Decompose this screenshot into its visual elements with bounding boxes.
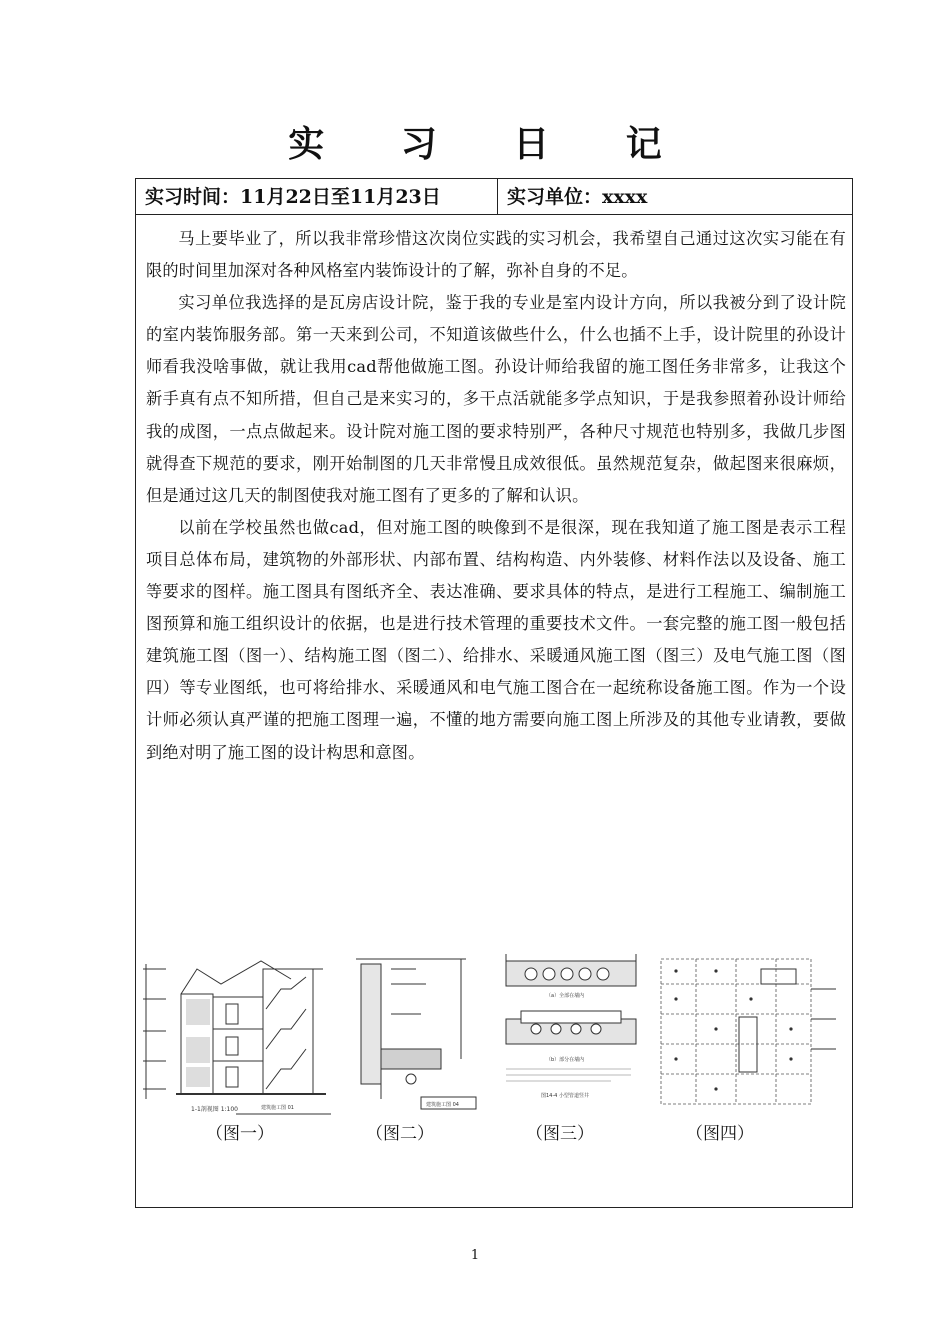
table-header-row <box>136 179 852 215</box>
figure-2-structural-detail <box>346 949 496 1119</box>
diary-table <box>135 178 853 1208</box>
figure-4-caption: （图四） <box>686 1124 754 1144</box>
figure-4-electrical-plan <box>651 949 846 1119</box>
page-number: 1 <box>470 1248 480 1263</box>
internship-unit: 实习单位：xxxx <box>507 186 648 208</box>
page-title: 实 习 日 记 <box>288 124 694 165</box>
internship-time: 实习时间：11月22日至11月23日 <box>145 186 441 208</box>
figure-1-building-section <box>141 949 346 1119</box>
internship-unit-cell <box>498 179 854 214</box>
figure-3-label-c: 图14-4 小型管道竖井 <box>541 1093 589 1099</box>
paragraph-1: 马上要毕业了，所以我非常珍惜这次岗位实践的实习机会，我希望自己通过这次实习能在有限的时间里加深对各种风格室内装饰设计的了解，弥补自身的不足。 <box>146 229 846 281</box>
figure-1-caption: （图一） <box>206 1124 274 1144</box>
figure-3-label-b: （b）部分在墙内 <box>546 1057 585 1063</box>
paragraph-2: 实习单位我选择的是瓦房店设计院，鉴于我的专业是室内设计方向，所以我被分到了设计院的室内装饰服务部。第一天来到公司，不知道该做些什么，什么也插不上手，设计院里的孙设计师看我没啥事做，就让我用cad帮他做施工图。孙设计师给我留的施工图任务非常多，让我这个新手真有点不知所措，但自己是来实习的，多干点活就能多学点知识，于是我参照着孙设计师给我的成图，一点点做起来。设计院对施工图的要求特别严，各种尺寸规范也特别多，我做几步图就得查下规范的要求，刚开始制图的几天非常慢且成效很低。虽然规范复杂，做起图来很麻烦，但是通过这几天的制图使我对施工图有了更多的了解和认识。 <box>146 293 846 505</box>
figure-3-caption: （图三） <box>526 1124 594 1144</box>
paragraph-3: 以前在学校虽然也做cad，但对施工图的映像到不是很深，现在我知道了施工图是表示工程项目总体布局，建筑物的外部形状、内部布置、结构构造、内外装修、材料作法以及设备、施工等要求的图样。施工图具有图纸齐全、表达准确、要求具体的特点，是进行工程施工、编制施工图预算和施工组织设计的依据，也是进行技术管理的重要技术文件。一套完整的施工图一般包括建筑施工图（图一）、结构施工图（图二）、给排水、采暖通风施工图（图三）及电气施工图（图四）等专业图纸，也可将给排水、采暖通风和电气施工图合在一起统称设备施工图。作为一个设计师必须认真严谨的把施工图理一遍，不懂的地方需要向施工图上所涉及的其他专业请教，要做到绝对明了施工图的设计构思和意图。 <box>146 517 846 762</box>
figure-2-label-a: 建筑施工图 04 <box>426 1102 459 1108</box>
internship-time-cell <box>136 179 498 214</box>
figure-3-label-a: （a）全部在墙内 <box>546 993 585 999</box>
figure-1-label-b: 建筑施工图 01 <box>261 1105 294 1111</box>
diary-body <box>146 223 846 769</box>
figure-2-caption: （图二） <box>366 1124 434 1144</box>
figure-1-label-a: 1-1剖视图 1:100 <box>191 1106 238 1113</box>
figure-row <box>136 939 854 1144</box>
figure-3-pipe-shaft <box>501 949 646 1119</box>
